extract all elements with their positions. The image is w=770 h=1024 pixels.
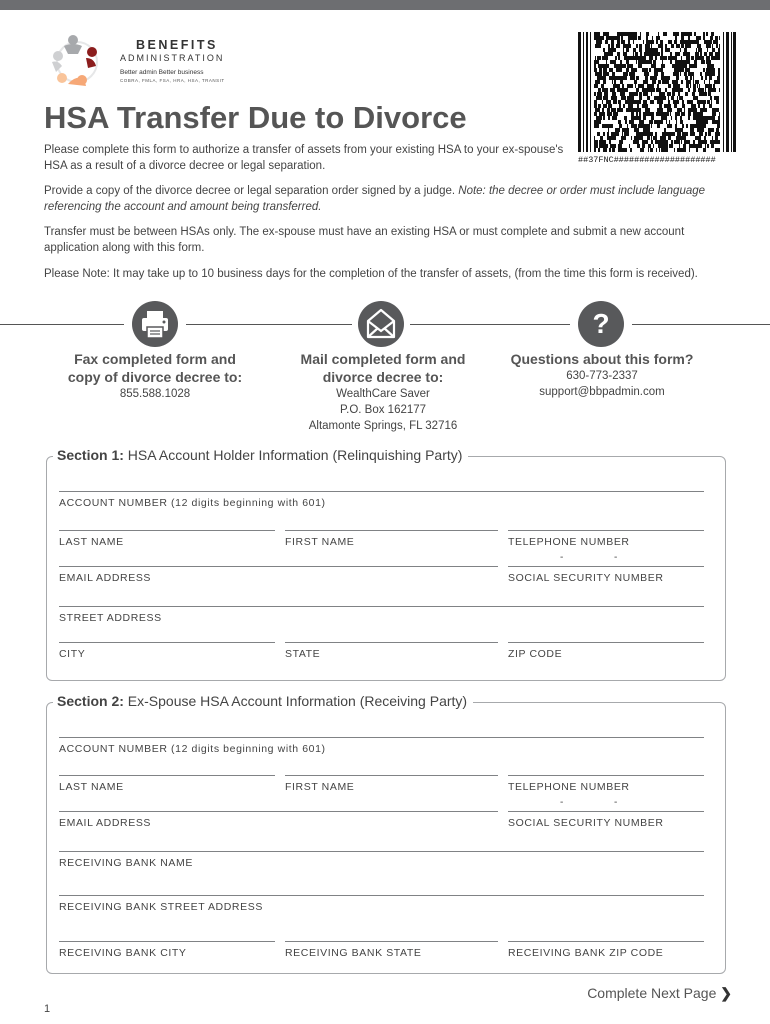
s2-first-name-label: FIRST NAME bbox=[285, 781, 355, 793]
s2-bank-zip-label: RECEIVING BANK ZIP CODE bbox=[508, 947, 664, 959]
s2-bank-name-field[interactable] bbox=[59, 851, 704, 869]
section-2-heading: Ex-Spouse HSA Account Information (Receiving Party) bbox=[123, 693, 468, 709]
page-number: 1 bbox=[44, 1003, 51, 1015]
s2-last-name-label: LAST NAME bbox=[59, 781, 124, 793]
section-2-title bbox=[53, 693, 473, 709]
s2-bank-street-label: RECEIVING BANK STREET ADDRESS bbox=[59, 901, 263, 913]
divider-line bbox=[632, 324, 770, 325]
s1-email-field[interactable] bbox=[59, 566, 498, 584]
s1-last-name-field[interactable] bbox=[59, 530, 275, 548]
s1-ssn-separator: - bbox=[560, 552, 564, 563]
logo-tagline: Better admin Better business bbox=[120, 69, 204, 76]
pdf417-barcode bbox=[578, 32, 736, 152]
printer-icon bbox=[132, 301, 178, 347]
section-1-heading: HSA Account Holder Information (Relinquishing Party) bbox=[123, 447, 463, 463]
mail-address-line-2: P.O. Box 162177 bbox=[339, 404, 427, 416]
s1-street-address-field[interactable] bbox=[59, 606, 704, 624]
s1-account-number-label: ACCOUNT NUMBER (12 digits beginning with 601) bbox=[59, 497, 326, 509]
form-title: HSA Transfer Due to Divorce bbox=[44, 100, 467, 135]
s1-zip-label: ZIP CODE bbox=[508, 648, 563, 660]
s1-zip-field[interactable] bbox=[508, 642, 704, 660]
s2-bank-state-field[interactable] bbox=[285, 941, 498, 959]
fax-number: 855.588.1028 bbox=[119, 388, 191, 400]
mail-heading-2: divorce decree to: bbox=[322, 369, 444, 385]
intro-paragraph-2-note: Note: the decree or order must include language referencing the account and amount being transferred. bbox=[44, 185, 706, 213]
s2-bank-city-label: RECEIVING BANK CITY bbox=[59, 947, 187, 959]
logo-subtitle: ADMINISTRATION bbox=[120, 53, 225, 63]
complete-next-page-link[interactable] bbox=[587, 985, 732, 1002]
fax-heading-1: Fax completed form and bbox=[74, 351, 236, 367]
s2-email-label: EMAIL ADDRESS bbox=[59, 817, 152, 829]
section-1-title bbox=[53, 447, 468, 463]
s2-bank-street-field[interactable] bbox=[59, 895, 704, 913]
questions-contact bbox=[496, 350, 708, 400]
section-2-label: Section 2: bbox=[57, 693, 124, 709]
intro-paragraph-2 bbox=[44, 183, 724, 215]
top-bar bbox=[0, 0, 770, 10]
benefits-administration-logo bbox=[46, 32, 246, 92]
mail-contact bbox=[278, 350, 488, 434]
s2-telephone-field[interactable] bbox=[508, 775, 704, 793]
questions-heading: Questions about this form? bbox=[510, 351, 694, 367]
envelope-icon bbox=[358, 301, 404, 347]
logo-title: BENEFITS bbox=[136, 38, 218, 52]
s1-email-label: EMAIL ADDRESS bbox=[59, 572, 152, 584]
intro-paragraph-4: Please Note: It may take up to 10 business days for the completion of the transfer of assets, (from the time this form is received). bbox=[44, 268, 698, 280]
mail-address-line-3: Altamonte Springs, FL 32716 bbox=[308, 420, 458, 432]
intro-paragraph-3: Transfer must be between HSAs only. The ex-spouse must have an existing HSA or must complete and submit a new account application along with this form. bbox=[44, 226, 685, 254]
s2-ssn-field[interactable] bbox=[508, 811, 704, 829]
svg-text:?: ? bbox=[592, 308, 610, 339]
section-1-account-holder bbox=[46, 447, 726, 681]
s1-account-number-field[interactable] bbox=[59, 491, 704, 509]
fax-heading-2: copy of divorce decree to: bbox=[67, 369, 243, 385]
divider-line bbox=[410, 324, 570, 325]
people-circle-logo-icon bbox=[46, 32, 108, 92]
s1-ssn-label: SOCIAL SECURITY NUMBER bbox=[508, 572, 664, 584]
s2-ssn-separator: - bbox=[614, 797, 618, 808]
s1-street-address-label: STREET ADDRESS bbox=[59, 612, 162, 624]
section-2-ex-spouse bbox=[46, 693, 726, 974]
s2-telephone-label: TELEPHONE NUMBER bbox=[508, 781, 630, 793]
questions-phone[interactable]: 630-773-2337 bbox=[566, 370, 638, 382]
mail-heading-1: Mail completed form and bbox=[300, 351, 466, 367]
s2-account-number-field[interactable] bbox=[59, 737, 704, 755]
mail-address-line-1: WealthCare Saver bbox=[336, 388, 430, 400]
s2-bank-name-label: RECEIVING BANK NAME bbox=[59, 857, 193, 869]
s1-telephone-field[interactable] bbox=[508, 530, 704, 548]
s1-ssn-separator: - bbox=[614, 552, 618, 563]
question-icon bbox=[578, 301, 624, 347]
s2-first-name-field[interactable] bbox=[285, 775, 498, 793]
s1-city-field[interactable] bbox=[59, 642, 275, 660]
s2-bank-city-field[interactable] bbox=[59, 941, 275, 959]
divider-line bbox=[186, 324, 352, 325]
s1-first-name-label: FIRST NAME bbox=[285, 536, 355, 548]
chevron-right-icon: ❯ bbox=[720, 985, 732, 1001]
questions-email[interactable]: support@bbpadmin.com bbox=[539, 386, 665, 398]
s1-state-label: STATE bbox=[285, 648, 321, 660]
s2-ssn-label: SOCIAL SECURITY NUMBER bbox=[508, 817, 664, 829]
s2-bank-zip-field[interactable] bbox=[508, 941, 704, 959]
s1-city-label: CITY bbox=[59, 648, 86, 660]
s1-state-field[interactable] bbox=[285, 642, 498, 660]
s1-telephone-label: TELEPHONE NUMBER bbox=[508, 536, 630, 548]
intro-paragraph-1: Please complete this form to authorize a transfer of assets from your existing HSA to your ex-spouse's HSA as a result of a divorce decree or legal separation. bbox=[44, 144, 564, 172]
divider-line bbox=[0, 324, 124, 325]
fax-contact bbox=[50, 350, 260, 402]
s1-last-name-label: LAST NAME bbox=[59, 536, 124, 548]
s2-email-field[interactable] bbox=[59, 811, 498, 829]
s2-account-number-label: ACCOUNT NUMBER (12 digits beginning with 601) bbox=[59, 743, 326, 755]
section-1-label: Section 1: bbox=[57, 447, 124, 463]
intro-paragraph-2-text: Provide a copy of the divorce decree or legal separation order signed by a judge. bbox=[44, 185, 459, 197]
logo-services: COBRA, FMLA, FSA, HRA, HSA, TRANSIT bbox=[120, 78, 225, 83]
s2-bank-state-label: RECEIVING BANK STATE bbox=[285, 947, 422, 959]
barcode-text: ##37FNC#################### bbox=[578, 155, 716, 165]
s2-last-name-field[interactable] bbox=[59, 775, 275, 793]
s2-ssn-separator: - bbox=[560, 797, 564, 808]
s1-ssn-field[interactable] bbox=[508, 566, 704, 584]
s1-first-name-field[interactable] bbox=[285, 530, 498, 548]
next-page-label: Complete Next Page bbox=[587, 985, 717, 1001]
